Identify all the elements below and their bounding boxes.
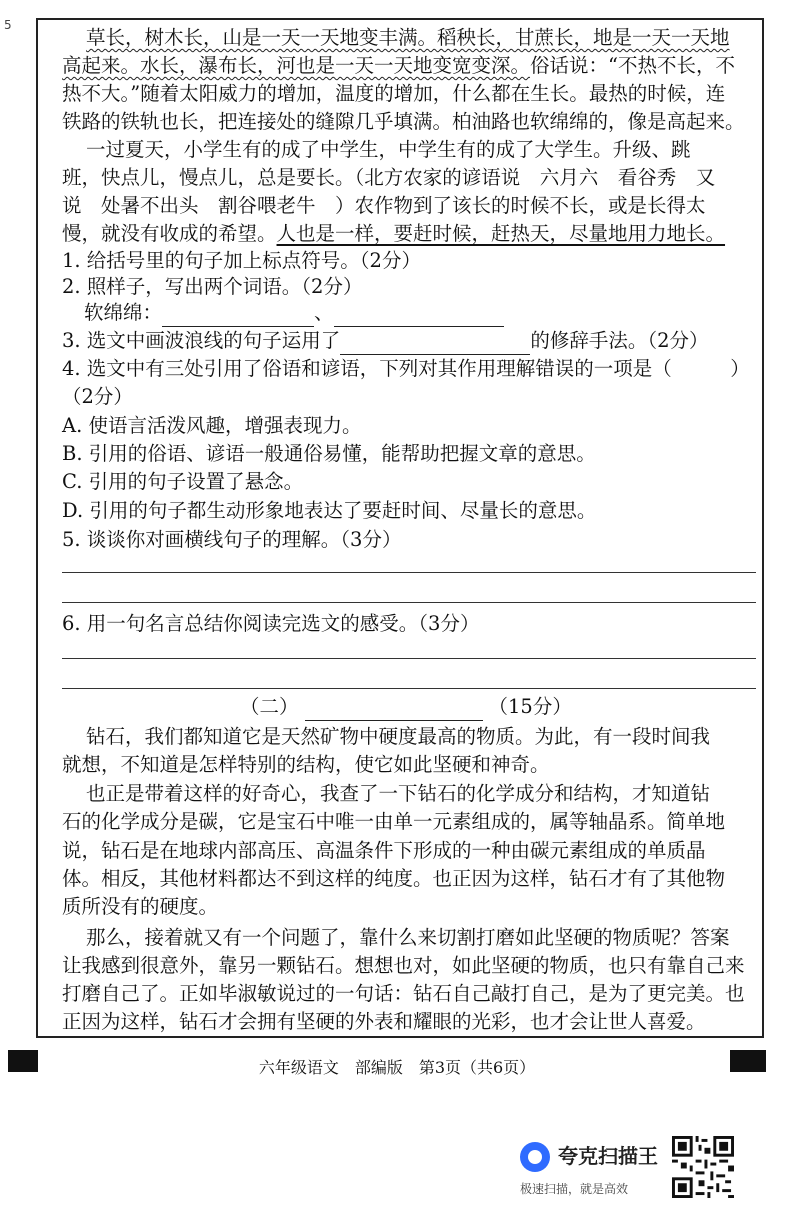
passage2-line10: 打磨自己了。正如毕淑敏说过的一句话：钻石自己敲打自己，是为了更完美。也 [62,982,745,1005]
passage2-line4: 石的化学成分是碳，它是宝石中唯一由单一元素组成的，属等轴晶系。简单地 [62,810,726,833]
passage1-line1 [86,24,730,52]
question-6: 6. 用一句名言总结你阅读完选文的感受。（3分） [62,612,480,635]
scanner-logo-icon [520,1142,550,1172]
passage1-line8 [62,220,725,248]
answer-line[interactable] [62,572,756,573]
question-4-points: （2分） [62,385,133,408]
underlined-sentence: 人也是一样，要赶时候，赶热天，尽量地用力地长。 [276,222,726,245]
question-2: 2. 照样子，写出两个词语。（2分） [62,275,363,298]
answer-blank[interactable] [340,332,530,355]
question-2-example [84,299,504,327]
section-points: （15分） [488,695,572,718]
passage1-line4: 铁路的铁轨也长，把连接处的缝隙几乎填满。柏油路也软绵绵的，像是高起来。 [62,110,745,133]
passage2-line6: 体。相反，其他材料都达不到这样的纯度。也正因为这样，钻石才有了其他物 [62,867,726,890]
passage1-line2 [62,52,735,80]
example-word: 软绵绵： [84,301,163,324]
question-3-text: 的修辞手法。（2分） [530,329,709,352]
option-d[interactable]: D. 引用的句子都生动形象地表达了要赶时间、尽量长的意思。 [62,499,597,522]
answer-line[interactable] [62,602,756,603]
answer-blank[interactable] [162,304,314,327]
title-blank[interactable] [305,698,483,721]
passage2-line7: 质所没有的硬度。 [62,895,219,918]
answer-line[interactable] [62,688,756,689]
scan-corner-mark: 5 [4,18,12,32]
scanner-brand-name: 夸克扫描王 [558,1144,658,1168]
passage1-line7: 说 处暑不出头 割谷喂老牛 ）农作物到了该长的时候不长，或是长得太 [62,194,706,217]
option-c[interactable]: C. 引用的句子设置了悬念。 [62,470,304,493]
passage2-line2: 就想，不知道是怎样特别的结构，使它如此坚硬和神奇。 [62,753,550,776]
passage1-line5: 一过夏天，小学生有的成了中学生，中学生有的成了大学生。升级、跳 [86,138,691,161]
passage1-text: 俗话说：“不热不长，不 [530,54,735,77]
answer-blank[interactable] [334,304,504,327]
passage2-line5: 说，钻石是在地球内部高压、高温条件下形成的一种由碳元素组成的单质晶 [62,839,706,862]
option-a[interactable]: A. 使语言活泼风趣，增强表现力。 [62,414,362,437]
passage2-line9: 让我感到很意外，靠另一颗钻石。想想也对，如此坚硬的物质，也只有靠自己来 [62,954,745,977]
question-3 [62,327,708,355]
question-1: 1. 给括号里的句子加上标点符号。（2分） [62,249,421,272]
question-3-text: 3. 选文中画波浪线的句子运用了 [62,329,341,352]
section2-heading [240,693,572,721]
passage1-text: 慢，就没有收成的希望。 [62,222,277,245]
passage1-line6: 班，快点儿，慢点儿，总是要长。（北方农家的谚语说 六月六 看谷秀 又 [62,166,716,189]
passage2-line3: 也正是带着这样的好奇心，我查了一下钻石的化学成分和结构，才知道钻 [86,782,711,805]
question-5: 5. 谈谈你对画横线句子的理解。（3分） [62,528,402,551]
question-4: 4. 选文中有三处引用了俗语和谚语，下列对其作用理解错误的一项是（ ） [62,357,750,380]
wavy-sentence-a: 草长，树木长，山是一天一天地变丰满。稻秧长，甘蔗长，地是一天一天地 [86,26,730,49]
passage2-line11: 正因为这样，钻石才会拥有坚硬的外表和耀眼的光彩，也才会让世人喜爱。 [62,1010,706,1033]
option-b[interactable]: B. 引用的俗语、谚语一般通俗易懂，能帮助把握文章的意思。 [62,442,596,465]
passage2-line8: 那么，接着就又有一个问题了，靠什么来切割打磨如此坚硬的物质呢？答案 [86,926,730,949]
qr-code-icon [672,1136,734,1198]
wavy-sentence-b: 高起来。水长，瀑布长，河也是一天一天地变宽变深。 [62,54,531,77]
scanner-tagline: 极速扫描，就是高效 [520,1182,629,1196]
passage1-line3: 热不大。”随着太阳威力的增加，温度的增加，什么都在生长。最热的时候，连 [62,82,726,105]
separator: 、 [314,301,334,324]
answer-line[interactable] [62,658,756,659]
passage2-line1: 钻石，我们都知道它是天然矿物中硬度最高的物质。为此，有一段时间我 [86,725,711,748]
page-footer: 六年级语文 部编版 第3页（共6页） [258,1058,536,1077]
section-label: （二） [240,695,299,718]
